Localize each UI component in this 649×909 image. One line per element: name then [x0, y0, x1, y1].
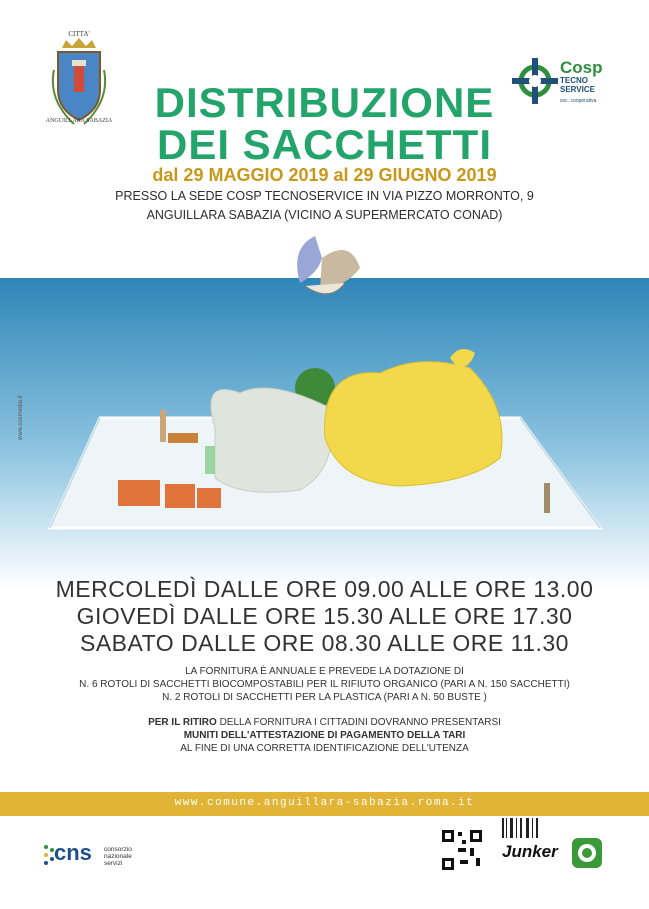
- hours-thursday: GIOVEDÌ DALLE ORE 15.30 ALLE ORE 17.30: [76, 603, 573, 629]
- crest-top-text: CITTA': [68, 30, 90, 38]
- cns-line-3: servizi: [104, 860, 123, 867]
- pickup-line-3: AL FINE DI UNA CORRETTA IDENTIFICAZIONE DELL'UTENZA: [180, 743, 469, 754]
- supply-line-1: LA FORNITURA È ANNUALE E PREVEDE LA DOTAZIONE DI: [185, 666, 464, 677]
- junker-app-icon: [572, 838, 602, 868]
- title-line-2: DEI SACCHETTI: [156, 121, 492, 168]
- hours-saturday: SABATO DALLE ORE 08.30 ALLE ORE 11.30: [80, 630, 569, 656]
- cosp-service: SERVICE: [560, 85, 595, 94]
- distribution-dates: dal 29 MAGGIO 2019 al 29 GIUGNO 2019: [152, 165, 497, 185]
- website-link[interactable]: www.comune.anguillara-sabazia.roma.it: [174, 797, 475, 809]
- pickup-rest: DELLA FORNITURA I CITTADINI DOVRANNO PRESENTARSI: [216, 717, 501, 728]
- cosp-coop: soc. cooperativa: [560, 98, 597, 104]
- supply-line-2: N. 6 ROTOLI DI SACCHETTI BIOCOMPOSTABILI PER IL RIFIUTO ORGANICO (PARI A N. 150 SACCHETTI): [79, 679, 570, 690]
- junker-logo-text: Junker: [502, 842, 558, 861]
- crest-bottom-text: ANGUILLARA SABAZIA: [45, 118, 113, 124]
- bags-illustration: [0, 228, 649, 588]
- hours-wednesday: MERCOLEDÌ DALLE ORE 09.00 ALLE ORE 13.00: [55, 576, 594, 602]
- address-line-2: ANGUILLARA SABAZIA (VICINO A SUPERMERCATO CONAD): [146, 208, 503, 222]
- barcode-icon: [500, 818, 560, 838]
- cosp-name: Cosp: [560, 58, 603, 77]
- title-line-1: DISTRIBUZIONE: [154, 79, 495, 126]
- pickup-bold: PER IL RITIRO: [148, 717, 217, 728]
- cns-line-2: nazionale: [104, 853, 132, 860]
- cns-line-1: consorzio: [104, 846, 132, 853]
- pickup-line-1: [0, 716, 649, 729]
- pickup-line-2: MUNITI DELL'ATTESTAZIONE DI PAGAMENTO DELLA TARI: [183, 730, 466, 741]
- cosp-tecno: TECNO: [560, 76, 588, 85]
- supply-line-3: N. 2 ROTOLI DI SACCHETTI PER LA PLASTICA (PARI A N. 50 BUSTE ): [162, 692, 487, 703]
- illustration-credit: www.cosmedia.it: [18, 395, 24, 440]
- qr-code-icon[interactable]: [440, 828, 484, 872]
- cns-logo-text: cns: [54, 840, 92, 865]
- address-line-1: PRESSO LA SEDE COSP TECNOSERVICE IN VIA PIZZO MORRONTO, 9: [115, 189, 534, 203]
